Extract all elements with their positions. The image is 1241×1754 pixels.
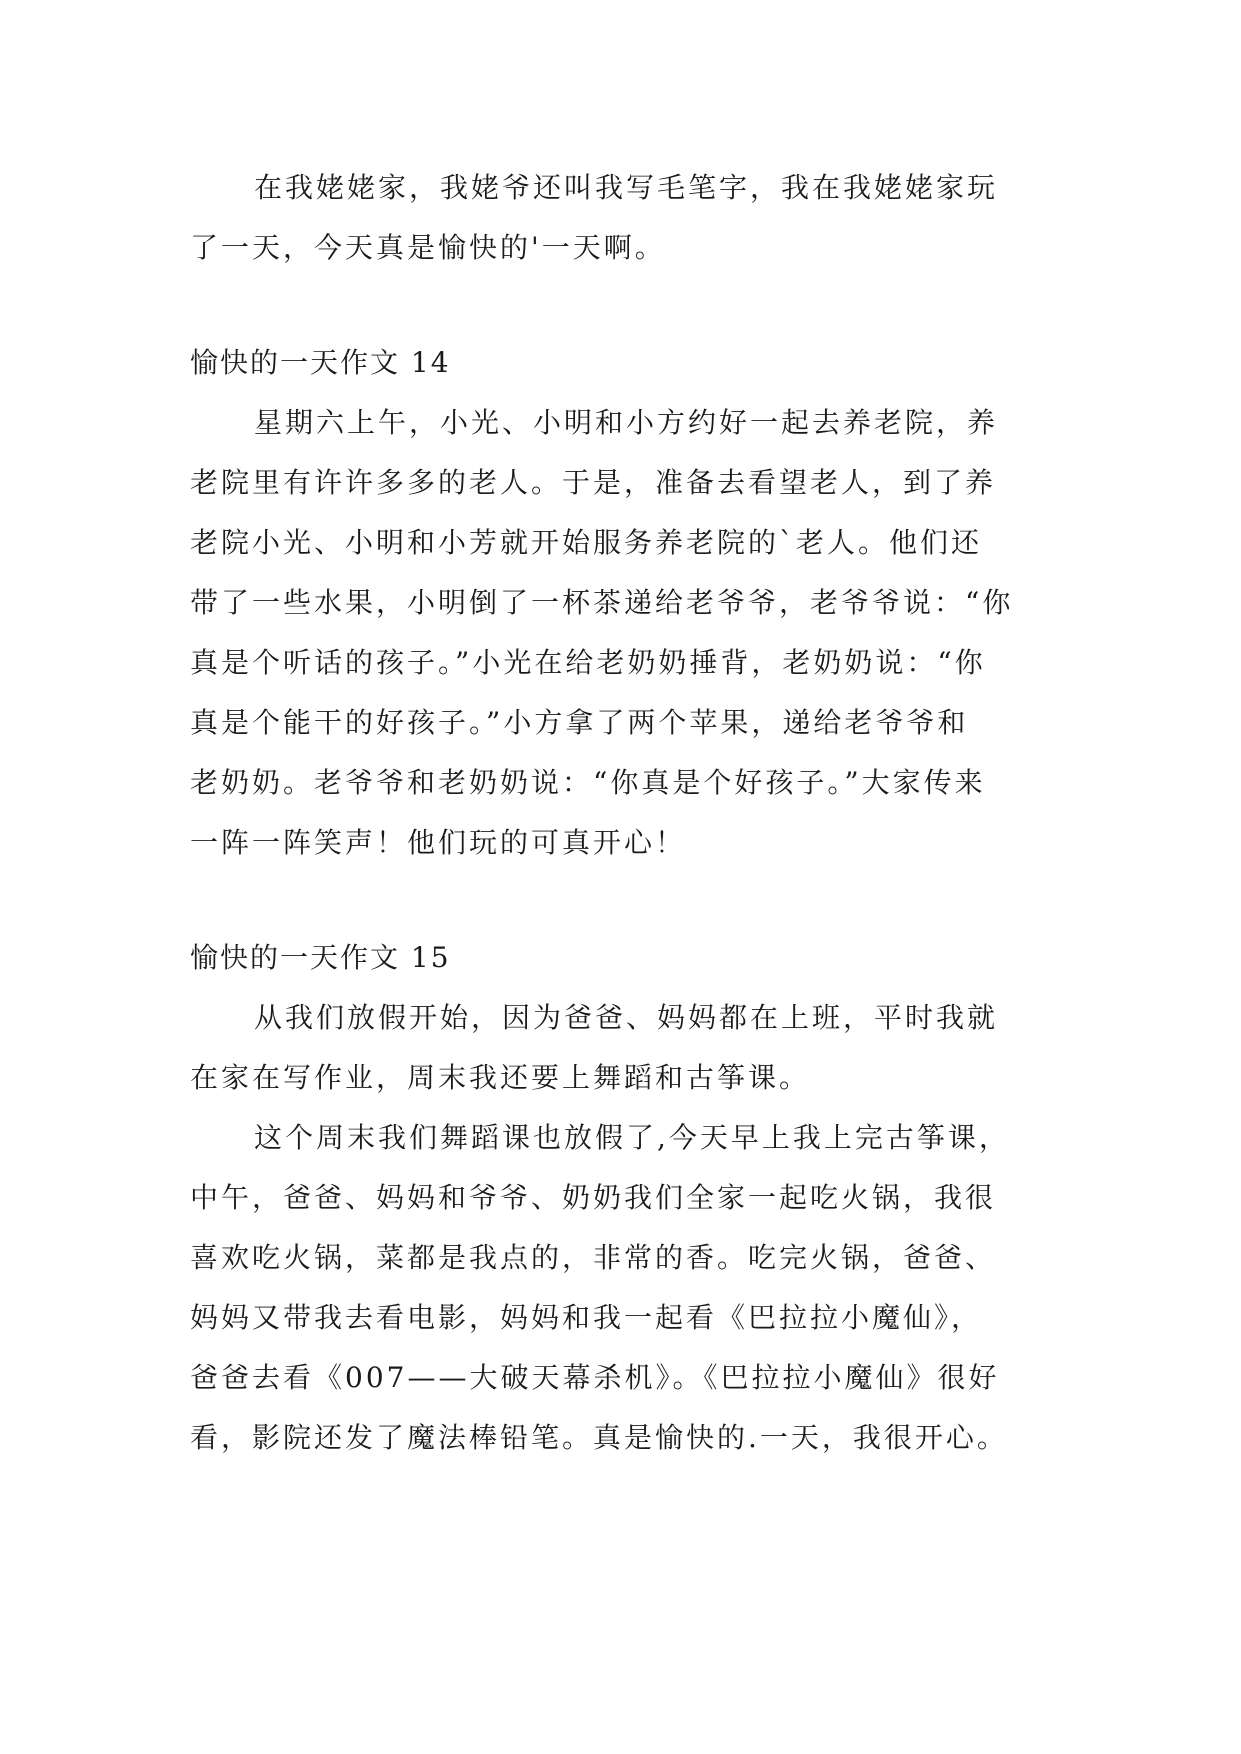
paragraph <box>190 393 1070 873</box>
text-line: 真是个能干的好孩子。”小方拿了两个苹果，递给老爷爷和 <box>190 706 969 739</box>
paragraph <box>190 1108 1070 1468</box>
text-line: 喜欢吃火锅，菜都是我点的，非常的香。吃完火锅，爸爸、 <box>190 1241 997 1274</box>
text-line: 爸爸去看《007——大破天幕杀机》。《巴拉拉小魔仙》很好 <box>190 1361 1000 1394</box>
text-line: 老院小光、小明和小芳就开始服务养老院的`老人。他们还 <box>190 526 983 559</box>
text-line: 妈妈又带我去看电影，妈妈和我一起看《巴拉拉小魔仙》， <box>190 1301 983 1334</box>
section-title: 愉快的一天作文 15 <box>190 941 451 974</box>
text-line: 在家在写作业，周末我还要上舞蹈和古筝课。 <box>190 1061 811 1094</box>
text-line: 老奶奶。老爷爷和老奶奶说：“你真是个好孩子。”大家传来 <box>190 766 986 799</box>
text-line: 这个周末我们舞蹈课也放假了,今天早上我上完古筝课， <box>254 1121 1010 1154</box>
text-line: 一阵一阵笑声！他们玩的可真开心！ <box>190 826 687 859</box>
section-title: 愉快的一天作文 14 <box>190 346 451 379</box>
paragraph <box>190 988 1070 1108</box>
text-line: 老院里有许许多多的老人。于是，准备去看望老人，到了养 <box>190 466 997 499</box>
text-line: 看，影院还发了魔法棒铅笔。真是愉快的.一天，我很开心。 <box>190 1421 1008 1454</box>
text-line: 中午，爸爸、妈妈和爷爷、奶奶我们全家一起吃火锅，我很 <box>190 1181 997 1214</box>
text-line: 带了一些水果，小明倒了一杯茶递给老爷爷，老爷爷说：“你 <box>190 586 1014 619</box>
document-body <box>190 158 1070 1468</box>
text-line: 了一天，今天真是愉快的'一天啊。 <box>190 231 666 264</box>
text-line: 真是个听话的孩子。”小光在给老奶奶捶背，老奶奶说：“你 <box>190 646 986 679</box>
text-line: 在我姥姥家，我姥爷还叫我写毛笔字，我在我姥姥家玩 <box>254 171 999 204</box>
text-line: 星期六上午，小光、小明和小方约好一起去养老院，养 <box>254 406 999 439</box>
paragraph <box>190 158 1070 278</box>
text-line: 从我们放假开始，因为爸爸、妈妈都在上班，平时我就 <box>254 1001 999 1034</box>
